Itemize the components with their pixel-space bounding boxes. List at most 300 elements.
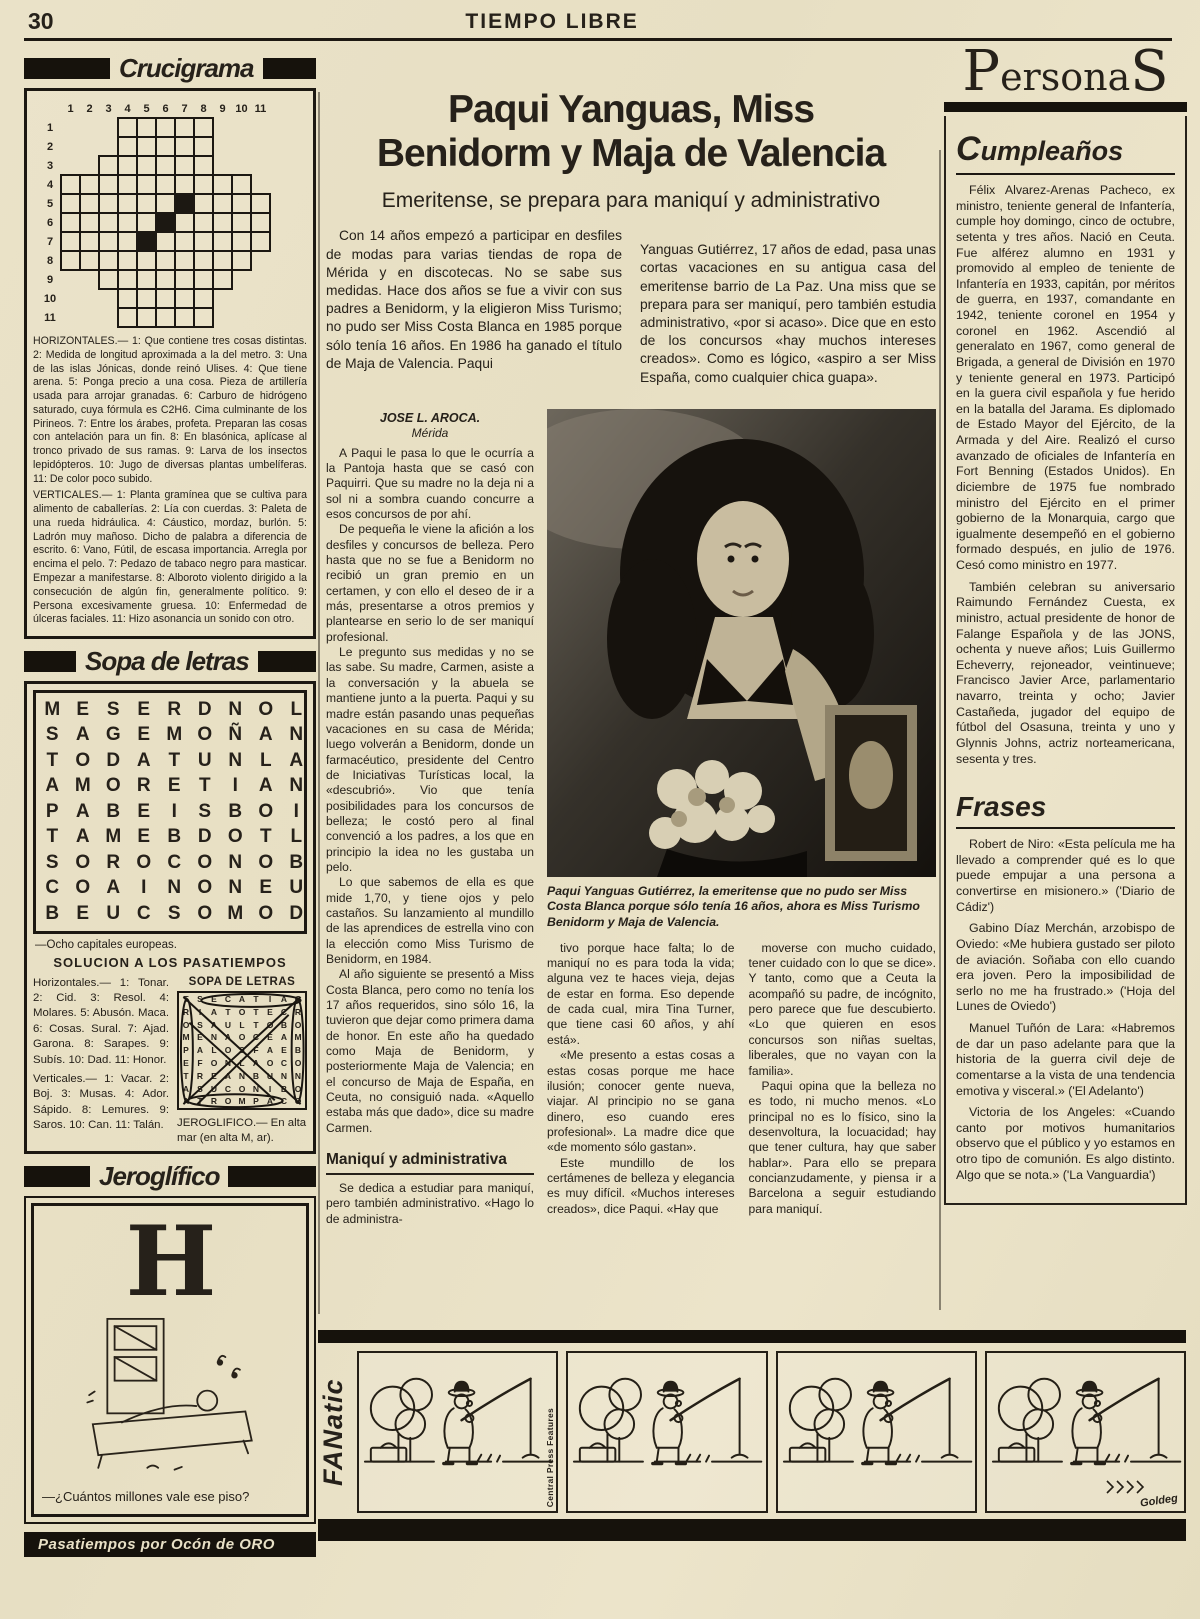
crossword-cell — [174, 155, 195, 176]
personas-column — [944, 39, 1187, 1205]
article-column-1 — [326, 409, 534, 1227]
article-column-3 — [749, 941, 937, 1217]
sopa-header — [24, 647, 316, 675]
solution-letter: C — [224, 993, 232, 1004]
solution-letter: U — [210, 1083, 218, 1094]
crossword-cell — [98, 174, 119, 195]
crossword-cell — [251, 137, 270, 156]
solution-sopa-grid — [177, 991, 307, 1110]
sopa-letter: S — [106, 698, 120, 720]
row-number: 11 — [44, 311, 56, 324]
crossword-cell — [80, 137, 99, 156]
article-column-2 — [547, 941, 735, 1217]
sopa-letter: O — [197, 877, 213, 899]
crossword-cell — [136, 250, 157, 271]
solution-letter: O — [224, 1096, 232, 1107]
crossword-cell — [117, 174, 138, 195]
sopa-letter: O — [75, 851, 91, 873]
sopa-letter: O — [258, 698, 274, 720]
solution-letter: N — [210, 1032, 218, 1043]
crossword-cell — [98, 193, 119, 214]
sopa-letter: E — [167, 775, 181, 797]
crossword-cell — [79, 212, 100, 233]
jeroglifico-header — [24, 1162, 316, 1190]
crossword-cell — [213, 118, 232, 137]
paragraph: Gabino Díaz Merchán, arzobispo de Oviedo: «Me hubiera gustado ser piloto de aviación. Soñaba con ello cuando era joven. Pero la imposibilidad de serlo no me ha frustrado.» ('Hoja del Lunes de Oviedo') — [956, 921, 1175, 1014]
comic-bar — [318, 1519, 1186, 1541]
sopa-letter: N — [228, 749, 243, 771]
crossword-cell — [136, 193, 157, 214]
crossword-cell — [251, 270, 270, 289]
solution-jeroglifico: JEROGLIFICO.— En alta mar (en alta M, ar). — [177, 1116, 307, 1144]
solution-letter: O — [224, 1045, 232, 1056]
paragraph-list — [326, 446, 534, 1136]
sopa-letter: O — [258, 800, 274, 822]
crossword-cell — [117, 136, 138, 157]
solution-letter: A — [210, 1019, 218, 1030]
crossword-cell — [213, 289, 232, 308]
paragraph: De pequeña le viene la afición a los desfiles y concursos de belleza. Pero hasta que no se fue a Benidorm no recibió un gran premio en un certamen, y con ello el deseo de ir a más, presentarse a otros premios y plantearse en serio lo de ser maniquí profesional. — [326, 522, 534, 644]
section-title: TIEMPO LIBRE — [465, 10, 639, 33]
solution-letter: A — [224, 1070, 232, 1081]
sopa-letter: S — [167, 902, 181, 924]
paragraph: Félix Alvarez-Arenas Pacheco, ex ministro, teniente general de Infantería, cumple hoy domingo, cinco de octubre, setenta y tres años. Nació en Ceuta. Fue alférez alumno en 1931 y promovido al empleo de teniente de Infantería en 1933, capitán, por méritos de guerra, en 1937, comandante en 1942, teniente coronel en 1954 y coronel en 1962. Ascendió al generalato en 1967, como general de Brigada, a general de División en 1970 y teniente general en 1973. Participó en la guera civil española y fue herido en la batalla del Jarama. Es diplomado de Estado Mayor del Ejército, de la Armada y del Aire. Realizó el curso avanzado de oficiales de Infantería en Fort Benning (Estados Unidos). En diciembre de 1975 fue nombrado ministro del Ejército en el primer gobierno de la Monarquia, cargo que igualmente desempeñó en el gobierno formado después, en julio de 1976. Cesó como ministro en 1977. — [956, 183, 1175, 572]
solution-letter: N — [294, 1070, 302, 1081]
header-bar — [263, 58, 317, 79]
crossword-cell — [117, 212, 138, 233]
pasatiempos-footer: Pasatiempos por Ocón de ORO — [24, 1532, 316, 1557]
crossword-cell — [212, 193, 233, 214]
crossword-cell — [212, 174, 233, 195]
col-number: 8 — [200, 102, 207, 115]
crossword-cell — [60, 193, 81, 214]
solution-letter: A — [280, 993, 288, 1004]
sopa-box — [24, 681, 316, 1154]
crucigrama-header — [24, 54, 316, 82]
crossword-cell — [99, 308, 118, 327]
verticales-clues: VERTICALES.— 1: Planta gramínea que se cultiva para alimento de caballerías. 2: Lía con cuerdas. 3: Paleta de una rueda hidráulica. 4: Cáustico, mordaz, burlón. 5: Ladrón muy mañoso. Dicho de palabra a diferencia de escrito. 6: Vano, Fútil, de escasa importancia. Arregla por encima el pelo. 7: Pedazo de tabaco negro para masticar. Empezar a manifestarse. 8: Alboroto violento dirigido a la consecución de algún fin, generalmente político. 9: Persona excesivamente gruesa. 10: Enfermedad de úlceras faciales. 11: Hizo asonancia un sonido con otro. — [33, 489, 307, 626]
solution-letter: T — [183, 993, 189, 1004]
solution-letter: E — [183, 1057, 189, 1068]
crossword-cell — [155, 174, 176, 195]
headline-line1: Paqui Yanguas, Miss — [447, 88, 815, 131]
crossword-cell — [193, 250, 214, 271]
sopa-letter: D — [289, 902, 304, 924]
col-number: 10 — [235, 102, 248, 115]
sopa-letter: Ñ — [228, 724, 243, 746]
comic-panel-4 — [985, 1351, 1186, 1513]
crossword-cell — [174, 288, 195, 309]
crossword-cell — [231, 174, 252, 195]
solution-letter: S — [197, 993, 203, 1004]
crossword-cell — [155, 250, 176, 271]
crossword-cell — [174, 136, 195, 157]
solution-letter: U — [266, 1070, 274, 1081]
crossword-cell — [193, 193, 214, 214]
sopa-letter: A — [106, 877, 121, 899]
crossword-cell — [155, 193, 176, 214]
solution-letter: P — [253, 1096, 259, 1107]
col-number: 6 — [162, 102, 169, 115]
comic-credit: Central Press Features — [545, 1407, 556, 1507]
article-photo-block — [547, 409, 936, 1227]
solution-marks — [179, 993, 305, 1108]
crossword-cell — [231, 231, 252, 252]
jeroglifico-letter: H — [125, 1205, 215, 1319]
sopa-letter: C — [45, 877, 60, 899]
solution-row — [33, 976, 307, 1146]
solution-letter: L — [211, 1045, 217, 1056]
crucigrama-title: Crucigrama — [119, 52, 254, 83]
crossword-cell — [251, 289, 270, 308]
solution-letter: A — [196, 1045, 204, 1056]
comic-panel-1 — [357, 1351, 558, 1513]
solution-letter: C — [280, 1006, 288, 1017]
sopa-letter: L — [290, 826, 303, 848]
sopa-letter: A — [258, 724, 273, 746]
crossword-cell — [193, 155, 214, 176]
solution-letter: A — [182, 1083, 190, 1094]
solution-letter: T — [197, 1096, 203, 1107]
sopa-letter: T — [198, 775, 211, 797]
solution-verticales: Verticales.— 1: Vacar. 2: Boj. 3: Musas. 4: Ador. Sápido. 8: Lemures. 9: Saros. 10: Can. 11: Talán. — [33, 1072, 169, 1132]
crossword-cell — [117, 269, 138, 290]
solution-letter: U — [224, 1019, 232, 1030]
crossword-cell — [213, 137, 232, 156]
article-subtitle: Emeritense, se prepara para maniquí y administrativo — [381, 189, 881, 213]
paragraph-list — [326, 1181, 534, 1227]
sopa-letter: O — [258, 851, 274, 873]
crossword-cell — [99, 137, 118, 156]
row-number: 4 — [46, 178, 54, 191]
crossword-cell — [136, 231, 157, 252]
crossword-cell — [212, 212, 233, 233]
solution-letter: O — [294, 1083, 302, 1094]
solution-letter: B — [294, 1045, 302, 1056]
cumpleanos-rest: umpleaños — [980, 136, 1124, 166]
crossword-cell — [155, 136, 176, 157]
solution-sopa-title: SOPA DE LETRAS — [188, 975, 296, 988]
sopa-title: Sopa de letras — [85, 645, 249, 676]
sopa-letter: B — [228, 800, 243, 822]
crossword-cell — [79, 250, 100, 271]
sopa-letter: O — [227, 826, 243, 848]
solution-letter: M — [182, 1032, 190, 1043]
crossword-cell — [193, 174, 214, 195]
sopa-letter: O — [197, 851, 213, 873]
cumpleanos-initial: C — [956, 130, 981, 168]
col-number: 1 — [67, 102, 74, 115]
header-bar — [258, 651, 316, 672]
paragraph: A Paqui le pasa lo que le ocurría a la Pantoja hasta que se casó con Paquirri. Que su madre no la deja ni a sol ni a sombra cuando concurre a esos concursos de por ahí. — [326, 445, 534, 522]
paragraph: Victoria de los Angeles: «Cuando canto por motivos humanitarios observo que el público y yo estamos en otro tipo de comunión. Es algo distinto. Algo que se nota.» ('La Vanguardia') — [956, 1105, 1175, 1182]
personas-title — [944, 39, 1187, 104]
article-intro — [326, 227, 936, 400]
solution-horizontales: Horizontales.— 1: Tonar. 2: Cid. 3: Resol. 4: Molares. 5: Abusón. Maca. 6: Cosas. Sural. 7: Ajad. Garona. 8: Sarapes. 9: Subís. 10: Dad. 11: Honor. — [33, 976, 169, 1066]
headline-line2: Benidorm y Maja de Valencia — [376, 131, 886, 175]
sopa-letter: I — [141, 877, 147, 899]
solution-letter: E — [211, 1070, 217, 1081]
solution-letter: C — [280, 1096, 288, 1107]
col-number: 5 — [143, 102, 150, 115]
sopa-letter: R — [136, 775, 151, 797]
solution-letter: R — [196, 1070, 204, 1081]
row-number: 8 — [46, 254, 54, 267]
col-number: 4 — [124, 102, 131, 115]
sopa-letter: D — [197, 698, 212, 720]
crossword-cell — [251, 156, 270, 175]
solution-letter: N — [280, 1070, 288, 1081]
sopa-letter: M — [227, 902, 244, 924]
crossword-cell — [99, 118, 118, 137]
sopa-letter: S — [45, 724, 59, 746]
solution-letter: M — [294, 1032, 302, 1043]
sopa-clue: —Ocho capitales europeas. — [35, 938, 177, 951]
crossword-cell — [250, 212, 271, 233]
crossword-cell — [232, 289, 251, 308]
crossword-cell — [61, 308, 80, 327]
solution-letter: O — [266, 1019, 274, 1030]
sopa-letter: U — [289, 877, 304, 899]
sopa-letter: D — [106, 749, 121, 771]
frases-title: Frases — [956, 791, 1047, 823]
solution-letter: N — [224, 1057, 232, 1068]
solution-letter: T — [225, 1006, 231, 1017]
sopa-grid — [33, 690, 307, 934]
paragraph: Lo que sabemos de ella es que mide 1,70, y tiene ojos y pelo castaños. Su lanzamiento al mundillo de las aprendices de estrella vino con la elección como Miss Turismo de Benidorm, en 1984. — [326, 875, 534, 967]
row-number: 10 — [43, 292, 57, 305]
article-body — [326, 409, 936, 1227]
article-headline — [326, 88, 936, 175]
crossword-cell — [174, 212, 195, 233]
solution-letter: R — [182, 1006, 190, 1017]
solution-letter: O — [238, 1006, 246, 1017]
sopa-letter: A — [289, 749, 304, 771]
solution-letter: A — [252, 1057, 260, 1068]
sopa-letter: U — [106, 902, 121, 924]
sopa-letter: O — [75, 877, 91, 899]
crossword-cell — [231, 250, 252, 271]
crossword-cell — [193, 117, 214, 138]
masthead — [24, 6, 1172, 41]
intro-left: Con 14 años empezó a participar en desfiles de modas para varias tiendas de ropa de Mérida y en discotecas. No se sabe sus medidas. Hace dos años se fue a vivir con sus padres a Benidorm, y la eligieron Miss Turismo; no pudo ser Miss Costa Blanca en 1985 porque sólo tenía 16 años. En 1986 ha ganado el título de Maja de Valencia. Paqui — [326, 228, 622, 371]
column-divider — [939, 150, 941, 1310]
crossword-cell — [174, 231, 195, 252]
solution-letter: T — [183, 1070, 189, 1081]
sopa-letter: N — [228, 851, 243, 873]
jeroglifico-caption: —¿Cuántos millones vale ese piso? — [42, 1488, 250, 1504]
solution-letter: R — [294, 1006, 302, 1017]
sopa-letter: E — [137, 698, 151, 720]
col-number: 3 — [105, 102, 112, 115]
paragraph: Al año siguiente se presentó a Miss Costa Blanca, pero como no tenía los 17 años requeridos, sino sólo 16, la tuvieron que dejar como primera dama de honor. En este año ha quedado como Maja de Benidorm, y posteriormente Maja de Valencia; en el concurso de Maja de España, en Ceuta, no consiguió nada. «Aquello estaba más que dado», dice su madre Carmen. — [326, 967, 534, 1135]
sopa-letter: L — [259, 749, 272, 771]
solution-letter: A — [224, 1032, 232, 1043]
solution-letter: C — [252, 1032, 260, 1043]
crossword-cell — [212, 231, 233, 252]
crossword-cell — [232, 137, 251, 156]
crossword-cell — [232, 118, 251, 137]
sopa-letter: S — [198, 800, 212, 822]
sopa-letter: M — [166, 724, 183, 746]
crossword-cell — [174, 307, 195, 328]
sopa-letter: B — [289, 851, 304, 873]
solution-letter: A — [182, 1096, 190, 1107]
article — [326, 88, 936, 1227]
crossword-cell — [98, 155, 119, 176]
crossword-cell — [80, 118, 99, 137]
sopa-letter: C — [136, 902, 151, 924]
crossword-cell — [193, 288, 214, 309]
sopa-letter: P — [45, 800, 59, 822]
crossword-cell — [117, 193, 138, 214]
crossword-cell — [79, 231, 100, 252]
sopa-letter: A — [75, 800, 90, 822]
solution-letter: T — [253, 993, 259, 1004]
solution-letter: O — [294, 1057, 302, 1068]
paragraph: También celebran su aniversario Raimundo Fernández Cuesta, ex ministro, actual presidente de honor de Falange Española y de las JONS, ochenta y nueve años; Luis Guillermo Echeverry, rejoneador, veintinueve; Francisco Javier Arce, parlamentario navarro, treinta y ocho; Javier Castañeda, jugador del equipo de fútbol del Osasuna, treinta y uno y Glynnis Johns, actriz norteamericana, sesenta y tres. — [956, 579, 1175, 766]
personas-initial-p: P — [962, 39, 1001, 104]
solution-text — [33, 976, 169, 1146]
paragraph: Manuel Tuñón de Lara: «Habremos de dar un paso adelante para que la historia de la guerra civil deje de comentarse a la vista de una tendencia emotiva y visceral.» ('El Adelanto') — [956, 1021, 1175, 1098]
solution-letter: L — [239, 1057, 245, 1068]
sopa-letter: N — [167, 877, 182, 899]
row-number: 3 — [46, 159, 54, 172]
row-number: 2 — [46, 140, 54, 153]
solution-letter: T — [253, 1006, 259, 1017]
frases-body — [956, 837, 1175, 1183]
crossword-cell — [80, 308, 99, 327]
solution-letter: E — [267, 1032, 273, 1043]
solution-letter: T — [253, 1019, 259, 1030]
crossword-cell — [155, 231, 176, 252]
solution-letter: S — [197, 1083, 203, 1094]
sopa-letter: N — [228, 698, 243, 720]
sopa-letter: C — [167, 851, 182, 873]
sopa-letter: E — [76, 902, 90, 924]
sopa-letter: I — [232, 775, 238, 797]
solution-letter: A — [238, 993, 246, 1004]
crossword-cell — [60, 250, 81, 271]
crossword-cell — [193, 136, 214, 157]
solution-letter: E — [281, 1045, 287, 1056]
sopa-letter: A — [45, 775, 60, 797]
crossword-cell — [60, 212, 81, 233]
solution-letter: S — [239, 1045, 245, 1056]
crossword-cell — [117, 250, 138, 271]
sopa-letter: T — [46, 826, 59, 848]
personas-final-s: S — [1130, 39, 1169, 104]
crossword-cell — [117, 117, 138, 138]
article-under-photo — [547, 941, 936, 1217]
solution-letter: O — [182, 1019, 190, 1030]
row-number: 1 — [46, 121, 54, 134]
sopa-letter: I — [171, 800, 177, 822]
crossword-cell — [155, 212, 176, 233]
personas-box — [944, 116, 1187, 1205]
paragraph: Le pregunto sus medidas y no se las sabe. Su madre, Carmen, asiste a la conversación y la abuela se mantiene junto a la puerta. Paqui y su madre están pasando unas pequeñas vacaciones en su casa de Mérida; luego volverán a Benidorm, donde un farmacéutico, presidente del Centro de Iniciativas Turísticas local, la «descubrió». Vio que tenía posibilidades para los concursos de belleza; le costó pero al final convenció a los padres, a los que en principio la idea no les gustaba un pelo. — [326, 645, 534, 874]
column-divider — [318, 92, 320, 1314]
paragraph: moverse con mucho cuidado, tener cuidado con lo que se dice». Y tanto, como que a Ceuta la acompañó su padre, de incógnito, pero parece que fue descubierto. «Lo que quieren en esos concursos son niñas sueltas, liberales, que no vayan con la familia». — [748, 940, 936, 1078]
sopa-letter: A — [136, 749, 151, 771]
sopa-letter: E — [137, 800, 151, 822]
jeroglifico-box — [24, 1196, 316, 1523]
sopa-letter: O — [105, 775, 121, 797]
crossword-cell — [174, 250, 195, 271]
sopa-letter: O — [197, 724, 213, 746]
sopa-letter: B — [167, 826, 182, 848]
sopa-letter: O — [75, 749, 91, 771]
solution-letter: O — [210, 1057, 218, 1068]
sopa-letter: R — [167, 698, 182, 720]
comic-bar — [318, 1330, 1186, 1343]
solution-letter: O — [266, 1057, 274, 1068]
page-number: 30 — [28, 8, 54, 34]
comic-panel-2 — [566, 1351, 767, 1513]
col-number: 9 — [219, 102, 226, 115]
row-number: 7 — [46, 235, 54, 248]
jeroglifico-title: Jeroglífico — [99, 1160, 220, 1191]
solution-letter: O — [238, 1083, 246, 1094]
crossword-cell — [155, 307, 176, 328]
photo-paqui-yanguas — [547, 409, 936, 877]
row-number: 9 — [46, 273, 54, 286]
horizontales-clues: HORIZONTALES.— 1: Que contiene tres cosas distintas. 2: Medida de longitud aproximada a la del metro. 3: Una de las islas Jónicas, donde reinó Ulises. 4: Que tiene arena. 5: Ponga precio a una cosa. Pieza de artillería usada para arrojar granadas. 6: Carburo de hidrógeno saturado, cuya fórmula es C2H6. Cima culminante de los Pirineos. 7: Entre los árabes, profeta. Preparan las cosas con antelación para un fin. 8: En blasónica, aplícase al tronco privado de sus ramas. 9: Larva de los insectos lepidópteros. 10: Jugo de diversas plantas umbelíferas. 11: De color poco subido. — [33, 335, 307, 485]
solution-letter: A — [280, 1032, 288, 1043]
solution-letter: M — [238, 1096, 246, 1107]
sopa-letter: T — [259, 826, 272, 848]
solution-letter: B — [252, 1070, 260, 1081]
crossword-cell — [98, 231, 119, 252]
col-number: 2 — [86, 102, 93, 115]
paragraph: tivo porque hace falta; lo de maniquí no es para toda la vida; alguna vez te haces vieja, dejas de estar en forma. Eso depende de cada cual, mira Tina Turner, que tiene casi 60 años, y ahí está». — [547, 940, 735, 1047]
sopa-letter: E — [76, 698, 90, 720]
comic-panel-art — [359, 1353, 556, 1511]
crossword-cell — [213, 308, 232, 327]
sopa-letter: A — [258, 775, 273, 797]
frases-header — [956, 791, 1175, 829]
spacer — [956, 773, 1175, 787]
paragraph: Robert de Niro: «Esta película me ha llevado a comprender qué es lo que puede empujar a una persona a convertirse en misionero.» ('Diario de Cádiz') — [956, 837, 1175, 914]
crossword-cell — [251, 175, 270, 194]
solution-letter: P — [183, 1045, 189, 1056]
crossword-cell — [231, 193, 252, 214]
paragraph: Se dedica a estudiar para maniquí, pero también administrativo. «Hago lo de administra- — [326, 1180, 534, 1226]
byline-author: JOSE L. AROCA. — [379, 410, 481, 425]
sopa-letter: E — [137, 724, 151, 746]
crossword-cell — [155, 288, 176, 309]
crossword-cell — [60, 174, 81, 195]
crossword-cell — [98, 269, 119, 290]
solution-letter: A — [266, 1096, 274, 1107]
solution-title: SOLUCION A LOS PASATIEMPOS — [53, 954, 287, 970]
sopa-letter: S — [45, 851, 59, 873]
crossword-cell — [79, 174, 100, 195]
sopa-letter: I — [293, 800, 299, 822]
sopa-letter: B — [45, 902, 60, 924]
crossword-cell — [231, 212, 252, 233]
crossword-cell — [80, 156, 99, 175]
sopa-letter: N — [289, 775, 304, 797]
crossword-cell — [212, 269, 233, 290]
header-bar — [24, 58, 110, 79]
cumpleanos-header — [956, 130, 1175, 175]
header-bar — [24, 651, 76, 672]
crossword-cell — [61, 270, 80, 289]
grid-corner — [39, 99, 61, 118]
solution-letter: F — [197, 1057, 203, 1068]
sopa-letter: L — [290, 698, 303, 720]
